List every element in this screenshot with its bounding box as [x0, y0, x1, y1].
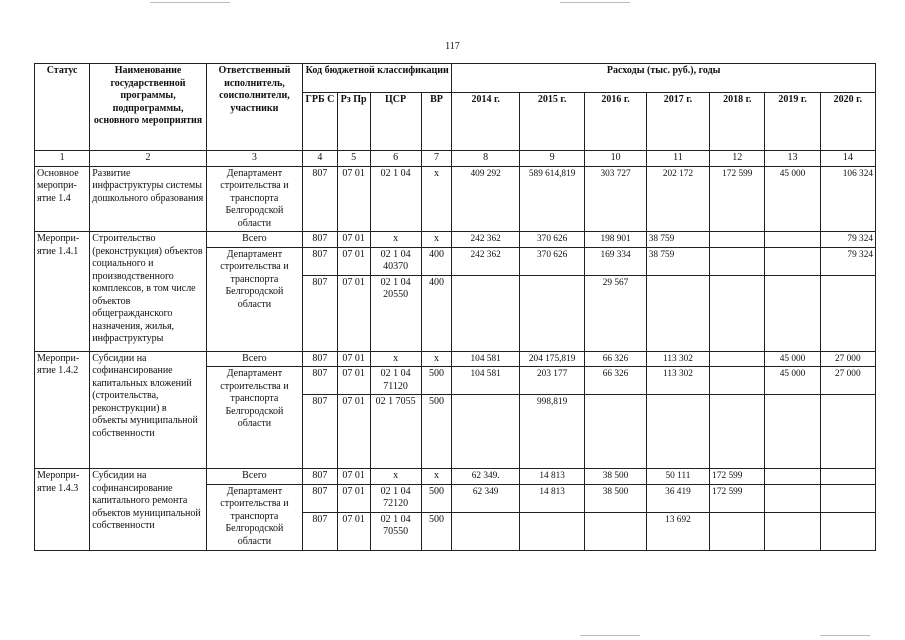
header-budget-code: Код бюджетной классификации: [303, 64, 452, 93]
cell-rzpr: 07 01: [337, 512, 370, 550]
cell-2014: 409 292: [452, 166, 520, 232]
cell-csr: 02 1 04: [370, 166, 421, 232]
cell-2017: 50 111: [646, 469, 709, 485]
cell-2020: [820, 395, 875, 469]
cell-2016: 169 334: [585, 247, 646, 275]
cell-2017: 113 302: [646, 367, 709, 395]
cell-2014: 242 362: [452, 232, 520, 248]
table-row: [35, 351, 876, 367]
cell-2017: 202 172: [646, 166, 709, 232]
cell-2019: 45 000: [765, 351, 820, 367]
column-number: 13: [765, 151, 820, 167]
cell-grbs: 807: [303, 367, 338, 395]
cell-rzpr: 07 01: [337, 232, 370, 248]
cell-2017: 113 302: [646, 351, 709, 367]
cell-2014: 104 581: [452, 351, 520, 367]
cell-2019: 45 000: [765, 166, 820, 232]
cell-2020: [820, 484, 875, 512]
header-year-2017: 2017 г.: [646, 93, 709, 151]
page-number: 117: [445, 41, 460, 52]
cell-2015: 370 626: [519, 232, 584, 248]
row-total-label: Всего: [206, 351, 302, 367]
cell-2016: 198 901: [585, 232, 646, 248]
column-number: 3: [206, 151, 302, 167]
cell-2015: 204 175,819: [519, 351, 584, 367]
column-number: 10: [585, 151, 646, 167]
column-number: 4: [303, 151, 338, 167]
cell-vr: 500: [421, 484, 452, 512]
cell-2020: 106 324: [820, 166, 875, 232]
cell-rzpr: 07 01: [337, 484, 370, 512]
table-row: [35, 232, 876, 248]
cell-2015: 998,819: [519, 395, 584, 469]
cell-2014: [452, 512, 520, 550]
cell-2014: 242 362: [452, 247, 520, 275]
cell-2020: [820, 469, 875, 485]
row-responsible: Департамент строительства и транспорта Белгородской области: [206, 484, 302, 550]
cell-csr: 02 1 04 70550: [370, 512, 421, 550]
cell-2018: [710, 367, 765, 395]
cell-rzpr: 07 01: [337, 367, 370, 395]
header-year-2019: 2019 г.: [765, 93, 820, 151]
cell-grbs: 807: [303, 469, 338, 485]
cell-grbs: 807: [303, 484, 338, 512]
row-status: Меропри-ятие 1.4.1: [35, 232, 90, 352]
row-name: Субсидии на софинансирование капитального ремонта объектов муниципальной собственности: [90, 469, 207, 551]
column-number: 8: [452, 151, 520, 167]
column-number: 7: [421, 151, 452, 167]
cell-2018: [710, 275, 765, 351]
cell-2017: [646, 275, 709, 351]
cell-2017: 38 759: [646, 247, 709, 275]
cell-2019: [765, 484, 820, 512]
cell-2016: 66 326: [585, 351, 646, 367]
row-total-label: Всего: [206, 232, 302, 248]
cell-rzpr: 07 01: [337, 275, 370, 351]
budget-table: [34, 63, 876, 551]
row-name: Субсидии на софинансирование капитальных вложений (строительства, реконструкции) в объекты муниципальной собственности: [90, 351, 207, 469]
cell-2014: [452, 395, 520, 469]
row-status: Основное меропри-ятие 1.4: [35, 166, 90, 232]
column-number: 12: [710, 151, 765, 167]
column-number: 6: [370, 151, 421, 167]
row-responsible: Департамент строительства и транспорта Белгородской области: [206, 367, 302, 469]
cell-2019: [765, 232, 820, 248]
cell-vr: 400: [421, 275, 452, 351]
cell-csr: 02 1 04 72120: [370, 484, 421, 512]
cell-2020: [820, 275, 875, 351]
cell-csr: х: [370, 469, 421, 485]
cell-2018: [710, 232, 765, 248]
cell-2017: 13 692: [646, 512, 709, 550]
cell-2018: 172 599: [710, 484, 765, 512]
cell-2019: [765, 469, 820, 485]
header-year-2015: 2015 г.: [519, 93, 584, 151]
header-csr: ЦСР: [370, 93, 421, 151]
cell-vr: 500: [421, 512, 452, 550]
header-rzpr: Рз Пр: [337, 93, 370, 151]
scan-edge-line: [150, 2, 230, 3]
cell-csr: 02 1 04 40370: [370, 247, 421, 275]
row-responsible: Департамент строительства и транспорта Белгородской области: [206, 247, 302, 351]
cell-2017: [646, 395, 709, 469]
cell-2018: [710, 512, 765, 550]
cell-grbs: 807: [303, 351, 338, 367]
cell-grbs: 807: [303, 512, 338, 550]
cell-2015: 14 813: [519, 484, 584, 512]
cell-rzpr: 07 01: [337, 351, 370, 367]
row-responsible: Департамент строительства и транспорта Белгородской области: [206, 166, 302, 232]
cell-rzpr: 07 01: [337, 247, 370, 275]
header-status: Статус: [35, 64, 90, 151]
row-status: Меропри-ятие 1.4.3: [35, 469, 90, 551]
cell-csr: 02 1 04 71120: [370, 367, 421, 395]
cell-2015: 589 614,819: [519, 166, 584, 232]
cell-2015: 14 813: [519, 469, 584, 485]
cell-csr: 02 1 7055: [370, 395, 421, 469]
cell-2019: [765, 512, 820, 550]
header-vr: ВР: [421, 93, 452, 151]
cell-rzpr: 07 01: [337, 469, 370, 485]
cell-2020: 79 324: [820, 232, 875, 248]
table-row: [35, 469, 876, 485]
header-year-2020: 2020 г.: [820, 93, 875, 151]
cell-csr: 02 1 04 20550: [370, 275, 421, 351]
cell-vr: х: [421, 351, 452, 367]
cell-vr: 500: [421, 367, 452, 395]
cell-vr: х: [421, 232, 452, 248]
cell-2020: [820, 512, 875, 550]
cell-2016: 303 727: [585, 166, 646, 232]
column-number: 1: [35, 151, 90, 167]
cell-2016: 38 500: [585, 469, 646, 485]
column-number: 9: [519, 151, 584, 167]
cell-2015: [519, 275, 584, 351]
cell-2019: [765, 395, 820, 469]
cell-vr: 500: [421, 395, 452, 469]
cell-2016: 66 326: [585, 367, 646, 395]
cell-grbs: 807: [303, 395, 338, 469]
cell-rzpr: 07 01: [337, 166, 370, 232]
cell-2019: 45 000: [765, 367, 820, 395]
column-number: 2: [90, 151, 207, 167]
cell-2020: 27 000: [820, 367, 875, 395]
cell-2016: [585, 395, 646, 469]
cell-2017: 36 419: [646, 484, 709, 512]
row-status: Меропри-ятие 1.4.2: [35, 351, 90, 469]
scan-edge-line: [560, 2, 630, 3]
cell-2019: [765, 275, 820, 351]
cell-2015: 370 626: [519, 247, 584, 275]
header-year-2018: 2018 г.: [710, 93, 765, 151]
cell-2016: [585, 512, 646, 550]
header-name: Наименование государственной программы, подпрограммы, основного мероприятия: [90, 64, 207, 151]
cell-2014: [452, 275, 520, 351]
cell-grbs: 807: [303, 232, 338, 248]
cell-2020: 27 000: [820, 351, 875, 367]
cell-2019: [765, 247, 820, 275]
header-responsible: Ответственный исполнитель, соисполнители, участники: [206, 64, 302, 151]
cell-2018: [710, 395, 765, 469]
row-total-label: Всего: [206, 469, 302, 485]
cell-2014: 62 349: [452, 484, 520, 512]
header-year-2014: 2014 г.: [452, 93, 520, 151]
cell-2017: 38 759: [646, 232, 709, 248]
cell-grbs: 807: [303, 166, 338, 232]
cell-csr: х: [370, 351, 421, 367]
row-name: Строительство (реконструкция) объектов социального и производственного комплексов, в том числе объектов общегражданского назначения, жилья, инфраструктуры: [90, 232, 207, 352]
cell-vr: х: [421, 469, 452, 485]
header-expenses: Расходы (тыс. руб.), годы: [452, 64, 876, 93]
cell-grbs: 807: [303, 247, 338, 275]
scan-edge-line: [580, 635, 640, 636]
column-number-row: [35, 151, 876, 167]
cell-2015: [519, 512, 584, 550]
cell-2018: 172 599: [710, 469, 765, 485]
cell-2014: 104 581: [452, 367, 520, 395]
cell-vr: х: [421, 166, 452, 232]
column-number: 11: [646, 151, 709, 167]
cell-grbs: 807: [303, 275, 338, 351]
cell-csr: х: [370, 232, 421, 248]
cell-2016: 38 500: [585, 484, 646, 512]
cell-2020: 79 324: [820, 247, 875, 275]
cell-vr: 400: [421, 247, 452, 275]
cell-2018: 172 599: [710, 166, 765, 232]
column-number: 5: [337, 151, 370, 167]
header-grbs: ГРБ С: [303, 93, 338, 151]
header-row-1: [35, 64, 876, 93]
scan-edge-line: [820, 635, 870, 636]
cell-rzpr: 07 01: [337, 395, 370, 469]
column-number: 14: [820, 151, 875, 167]
table-row: [35, 166, 876, 232]
cell-2018: [710, 351, 765, 367]
row-name: Развитие инфраструктуры системы дошкольного образования: [90, 166, 207, 232]
cell-2014: 62 349.: [452, 469, 520, 485]
cell-2018: [710, 247, 765, 275]
header-year-2016: 2016 г.: [585, 93, 646, 151]
cell-2016: 29 567: [585, 275, 646, 351]
cell-2015: 203 177: [519, 367, 584, 395]
